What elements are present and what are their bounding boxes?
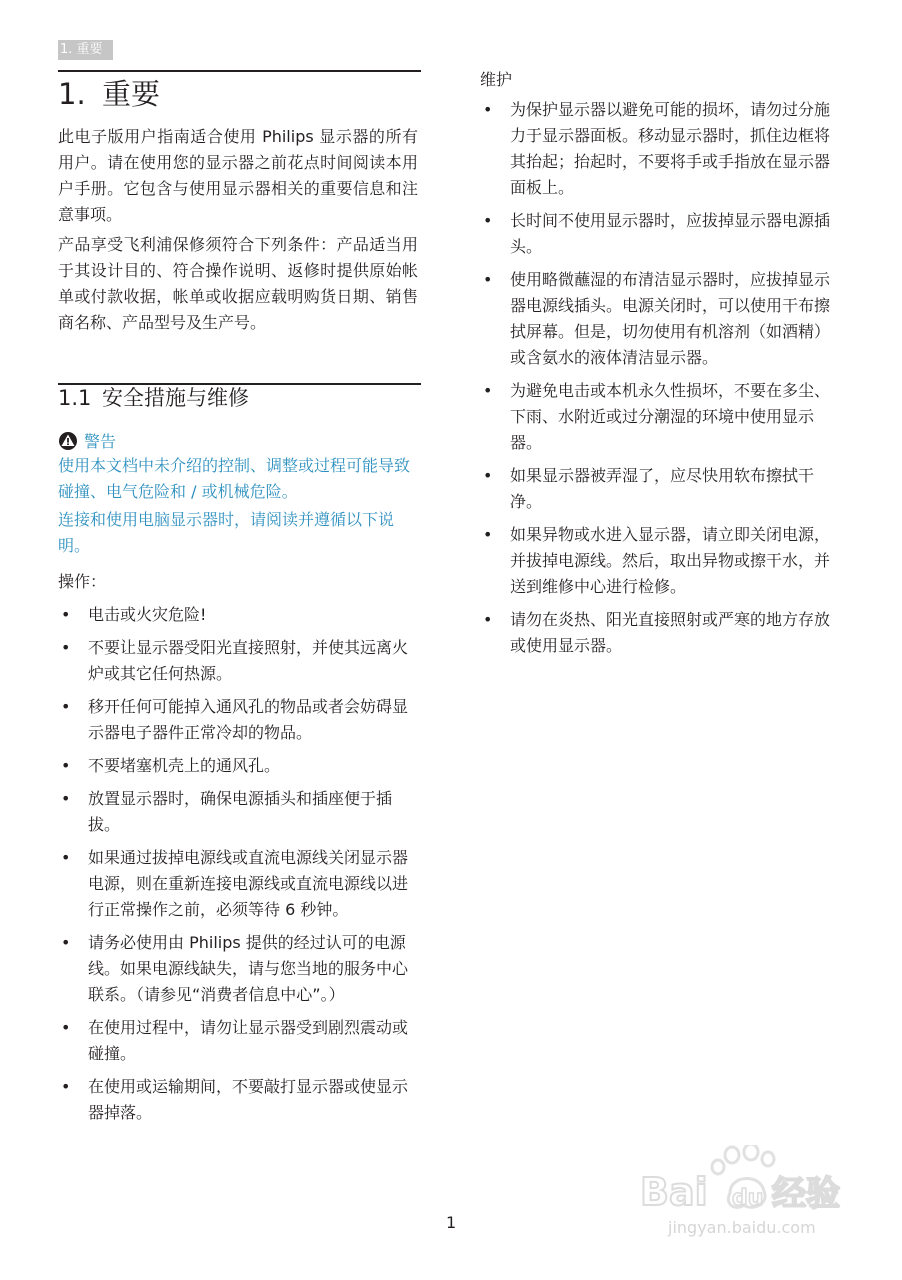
maintenance-item-text: 如果异物或水进入显示器，请立即关闭电源，并拔掉电源线。然后，取出异物或擦干水，并送到维修中心进行检修。: [510, 525, 831, 596]
warning-icon: [58, 431, 78, 451]
intro-paragraph-2: 产品享受飞利浦保修须符合下列条件：产品适当用于其设计目的、符合操作说明、返修时提供原始帐单或付款收据，帐单或收据应载明购货日期、销售商名称、产品型号及生产号。: [58, 235, 418, 332]
maintenance-item: [480, 378, 842, 456]
maintenance-item-text: 为避免电击或本机永久性损坏，不要在多尘、下雨、水附近或过分潮湿的环境中使用显示器。: [510, 381, 831, 452]
watermark-cn-text: 经验: [772, 1174, 840, 1214]
baidu-jingyan-watermark: [640, 1145, 862, 1245]
maintenance-item: [480, 208, 842, 260]
maintenance-item: [480, 267, 842, 371]
operation-item-text: 不要堵塞机壳上的通风孔。: [88, 756, 281, 775]
warning-text-2: 连接和使用电脑显示器时，请阅读并遵循以下说明。: [58, 510, 395, 555]
bullet-icon: •: [61, 605, 71, 624]
operation-item-text: 移开任何可能掉入通风孔的物品或者会妨碍显示器电子器件正常冷却的物品。: [88, 697, 409, 742]
intro-paragraph-1: 此电子版用户指南适合使用 Philips 显示器的所有用户。请在使用您的显示器之前花点时间阅读本用户手册。它包含与使用显示器相关的重要信息和注意事项。: [58, 127, 418, 224]
watermark-brand-text: Bai: [640, 1170, 708, 1214]
page-title-text: 重要: [102, 77, 161, 111]
operation-item: [58, 930, 420, 1008]
bullet-icon: •: [483, 211, 493, 230]
maintenance-item: [480, 522, 842, 600]
watermark-brand-text-2: du: [732, 1186, 764, 1211]
maintenance-list: [480, 97, 842, 666]
watermark-url: jingyan.baidu.com: [668, 1218, 816, 1237]
header-section-tag: 1. 重要: [58, 40, 113, 60]
maintenance-item-text: 使用略微蘸湿的布清洁显示器时，应拔掉显示器电源线插头。电源关闭时，可以使用干布擦拭屏幕。但是，切勿使用有机溶剂（如酒精）或含氨水的液体清洁显示器。: [510, 270, 831, 367]
operation-heading: 操作：: [58, 572, 107, 591]
operation-item-text: 在使用过程中，请勿让显示器受到剧烈震动或碰撞。: [88, 1018, 409, 1063]
maintenance-item-text: 为保护显示器以避免可能的损坏，请勿过分施力于显示器面板。移动显示器时，抓住边框将其抬起；抬起时，不要将手或手指放在显示器面板上。: [510, 100, 831, 197]
operation-item: [58, 786, 420, 838]
bullet-icon: •: [483, 525, 493, 544]
warning-text-1: 使用本文档中未介绍的控制、调整或过程可能导致碰撞、电气危险和 / 或机械危险。: [58, 456, 411, 501]
bullet-icon: •: [61, 933, 71, 952]
baidu-paw-logo-icon: [640, 1145, 862, 1245]
operation-item: [58, 1074, 420, 1126]
maintenance-item-text: 长时间不使用显示器时，应拔掉显示器电源插头。: [510, 211, 831, 256]
operation-item-text: 电击或火灾危险!: [88, 605, 207, 624]
warning-title: [58, 430, 116, 454]
bullet-icon: •: [483, 610, 493, 629]
bullet-icon: •: [483, 100, 493, 119]
section-number: 1.1: [58, 386, 92, 410]
maintenance-item-text: 如果显示器被弄湿了，应尽快用软布擦拭干净。: [510, 466, 815, 511]
maintenance-item: [480, 97, 842, 201]
bullet-icon: •: [61, 848, 71, 867]
bullet-icon: •: [61, 1018, 71, 1037]
page-title-number: 1.: [58, 77, 86, 111]
section-heading: [58, 384, 249, 412]
operation-item-text: 不要让显示器受阳光直接照射，并使其远离火炉或其它任何热源。: [88, 638, 409, 683]
operation-item: [58, 694, 420, 746]
operation-item: [58, 1015, 420, 1067]
bullet-icon: •: [483, 381, 493, 400]
operation-item: [58, 845, 420, 923]
maintenance-heading: 维护: [480, 70, 513, 89]
operation-item: [58, 635, 420, 687]
warning-title-text: 警告: [84, 432, 117, 451]
section-title: 安全措施与维修: [102, 386, 249, 410]
page-title: [58, 76, 160, 112]
bullet-icon: •: [61, 789, 71, 808]
maintenance-item-text: 请勿在炎热、阳光直接照射或严寒的地方存放或使用显示器。: [510, 610, 831, 655]
operation-item-text: 如果通过拔掉电源线或直流电源线关闭显示器电源，则在重新连接电源线或直流电源线以进行正常操作之前，必须等待 6 秒钟。: [88, 848, 409, 919]
bullet-icon: •: [483, 270, 493, 289]
operation-item-text: 请务必使用由 Philips 提供的经过认可的电源线。如果电源线缺失，请与您当地的服务中心联系。（请参见“消费者信息中心”。）: [88, 933, 409, 1004]
operation-item-text: 放置显示器时，确保电源插头和插座便于插拔。: [88, 789, 393, 834]
maintenance-item: [480, 463, 842, 515]
operation-item-text: 在使用或运输期间，不要敲打显示器或使显示器掉落。: [88, 1077, 409, 1122]
operation-item: [58, 602, 420, 628]
bullet-icon: •: [61, 1077, 71, 1096]
operation-list: [58, 602, 420, 1133]
operation-item: [58, 753, 420, 779]
maintenance-item: [480, 607, 842, 659]
bullet-icon: •: [61, 756, 71, 775]
title-rule: [58, 70, 421, 72]
page-number: 1: [446, 1213, 457, 1232]
bullet-icon: •: [483, 466, 493, 485]
bullet-icon: •: [61, 697, 71, 716]
bullet-icon: •: [61, 638, 71, 657]
